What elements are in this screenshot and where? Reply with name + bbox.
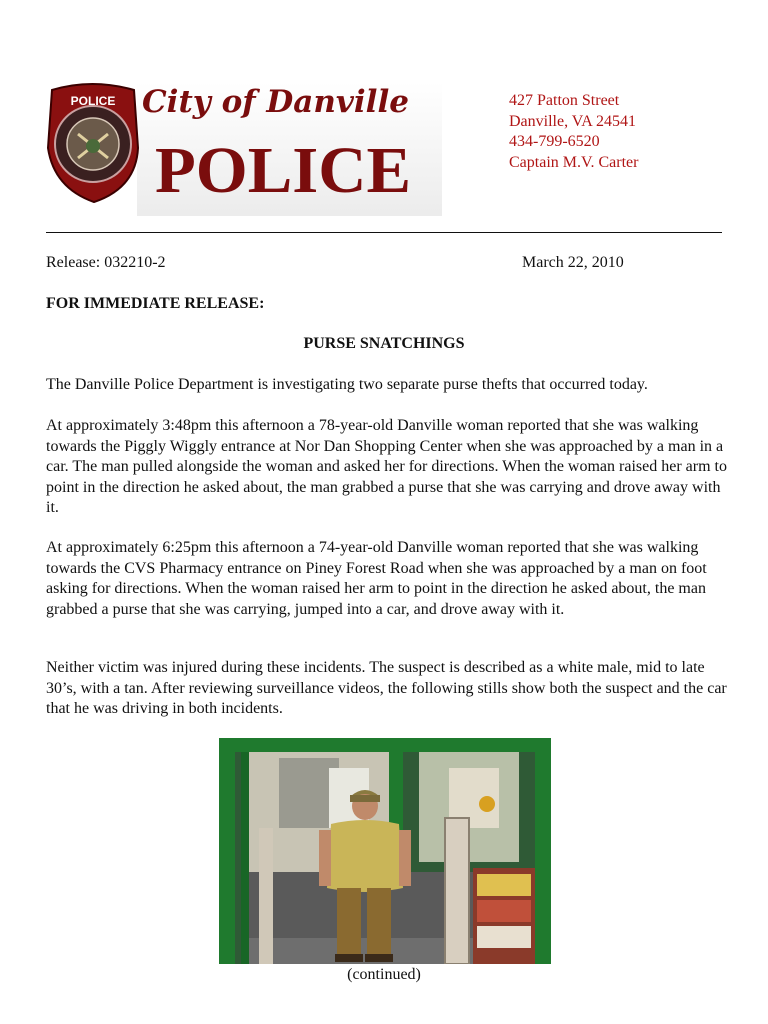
paragraph-incident-1: At approximately 3:48pm this afternoon a 78-year-old Danville woman reported that she was walking towards the Piggly Wiggly entrance at Nor Dan Shopping Center when she was approached by a man in a car. The man pulled alongside the woman and asked her for directions. When the woman raised her arm to point in the direction he asked about, the man grabbed a purse that she was carrying and drove away with it. <box>46 417 727 516</box>
city-of-danville-script: City of Danville <box>142 84 409 120</box>
headline-text: PURSE SNATCHINGS <box>303 335 465 352</box>
contact-street: 427 Patton Street <box>509 92 620 109</box>
immediate-release-heading: FOR IMMEDIATE RELEASE: <box>46 295 265 312</box>
contact-city: Danville, VA 24541 <box>509 112 636 130</box>
headline <box>0 335 768 353</box>
contact-captain: Captain M.V. Carter <box>509 153 639 171</box>
paragraph-intro: The Danville Police Department is investigating two separate purse thefts that occurred today. <box>46 376 648 393</box>
release-number: Release: 032210-2 <box>46 254 166 271</box>
header-divider <box>46 232 722 233</box>
release-date: March 22, 2010 <box>522 254 624 271</box>
badge-police-text: POLICE <box>70 94 116 108</box>
continued-caption: (continued) <box>347 966 421 983</box>
contact-phone: 434-799-6520 <box>509 133 600 150</box>
contact-block <box>509 91 638 173</box>
surveillance-photo <box>219 738 551 964</box>
paragraph-incident-2: At approximately 6:25pm this afternoon a 74-year-old Danville woman reported that she was walking towards the CVS Pharmacy entrance on Piney Forest Road when she was approached by a man on foot asking for directions. When the woman raised her arm to point in the direction he asked about, the man grabbed a purse that she was carrying, jumped into a car, and drove away with it. <box>46 539 707 618</box>
police-letterhead-logo <box>42 78 442 218</box>
police-title: POLICE <box>155 134 411 207</box>
paragraph-suspect: Neither victim was injured during these incidents. The suspect is described as a white male, mid to late 30’s, with a tan. After reviewing surveillance videos, the following stills show both the suspect and the car that he was driving in both incidents. <box>46 659 727 717</box>
